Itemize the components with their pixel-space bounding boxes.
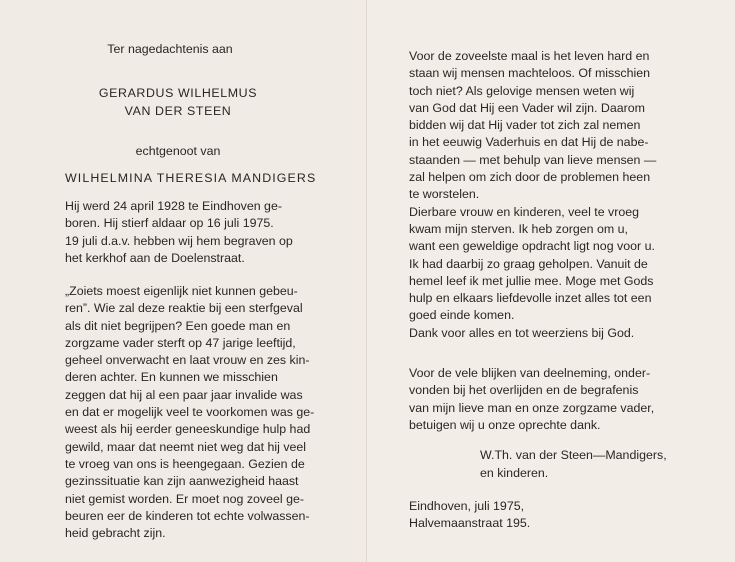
text-line: boren. Hij stierf aldaar op 16 juli 1975.	[65, 216, 274, 231]
left-panel	[0, 0, 367, 562]
text-line: zeggen dat hij al een paar jaar invalide was	[65, 387, 303, 402]
spouse-name: WILHELMINA THERESIA MANDIGERS	[65, 171, 317, 185]
text-line: als dit niet begrijpen? Een goede man en	[65, 318, 291, 333]
thanks-paragraph	[409, 365, 654, 434]
text-line: van mijn lieve man en onze zorgzame vader,	[409, 400, 655, 415]
text-line: deren achter. En kunnen we misschien	[65, 370, 278, 385]
deceased-name-line1: GERARDUS WILHELMUS	[98, 86, 258, 100]
text-line: weest als hij eerder geneeskundige hulp had	[65, 422, 311, 437]
text-line: Ik had daarbij zo graag geholpen. Vanuit de	[409, 256, 648, 271]
address: Halvemaanstraat 195.	[409, 516, 531, 530]
text-line: in het eeuwig Vaderhuis en dat Hij de nabe-	[409, 135, 649, 150]
text-line: van God dat Hij een Vader wil zijn. Daarom	[409, 100, 645, 115]
text-line: Dank voor alles en tot weerziens bij God.	[409, 325, 635, 340]
text-line: zorgzame vader sterft op 47 jarige leeftijd,	[65, 335, 296, 350]
intro-text: Ter nagedachtenis aan	[107, 42, 233, 56]
text-line: toch niet? Als gelovige mensen weten wij	[409, 83, 635, 98]
text-line: Hij werd 24 april 1928 te Eindhoven ge-	[65, 199, 282, 213]
text-line: het kerkhof aan de Doelenstraat.	[65, 250, 245, 265]
text-line: zal helpen om zich door de problemen heen	[409, 170, 651, 185]
reflection-paragraph	[65, 283, 314, 542]
text-line: niet gemist worden. Er moet nog zoveel ge-	[65, 491, 304, 506]
text-line: gewild, maar dat neemt niet weg dat hij veel	[65, 439, 307, 454]
signature-family: en kinderen.	[480, 466, 549, 480]
text-line: staanden — met behulp van lieve mensen —	[409, 152, 657, 167]
text-line: kwam mijn sterven. Ik heb zorgen om u,	[409, 221, 628, 236]
text-line: heid gebracht zijn.	[65, 526, 166, 541]
text-line: ren”. Wie zal deze reaktie bij een sterfgeval	[65, 301, 303, 316]
text-line: staan wij mensen machteloos. Of misschien	[409, 66, 651, 81]
text-line: betuigen wij u onze oprechte dank.	[409, 417, 601, 432]
text-line: „Zoiets moest eigenlijk niet kunnen gebeu-	[65, 284, 298, 298]
prayer-paragraph	[409, 48, 656, 342]
text-line: te vroeg van ons is heengegaan. Gezien de	[65, 456, 305, 471]
text-line: 19 juli d.a.v. hebben wij hem begraven op	[65, 233, 293, 248]
text-line: hemel leef ik met jullie mee. Moge met Gods	[409, 273, 654, 288]
text-line: Voor de zoveelste maal is het leven hard en	[409, 49, 650, 63]
deceased-name-line2: VAN DER STEEN	[124, 104, 232, 118]
text-line: vonden bij het overlijden en de begrafenis	[409, 383, 639, 398]
place-date: Eindhoven, juli 1975,	[409, 499, 525, 513]
right-panel	[367, 0, 735, 562]
spouse-intro-text: echtgenoot van	[135, 144, 221, 158]
text-line: gezinssituatie kan zijn aanwezigheid haast	[65, 474, 299, 489]
text-line: en dat er mogelijk veel te voorkomen was ge-	[65, 405, 315, 420]
text-line: Voor de vele blijken van deelneming, onder-	[409, 366, 651, 380]
text-line: te worstelen.	[409, 187, 480, 202]
text-line: Dierbare vrouw en kinderen, veel te vroeg	[409, 204, 640, 219]
text-line: hulp en elkaars liefdevolle inzet alles tot een	[409, 291, 652, 306]
text-line: goed einde komen.	[409, 308, 515, 323]
biography-paragraph	[65, 198, 293, 267]
text-line: geheel onverwacht en laat vrouw en zes kin-	[65, 353, 310, 368]
text-line: beuren eer de kinderen tot echte volwassen-	[65, 508, 310, 523]
signature-name: W.Th. van der Steen—Mandigers,	[480, 448, 667, 462]
text-line: want een geweldige opdracht ligt nog voor u.	[409, 239, 655, 254]
text-line: bidden wij dat Hij vader tot zich zal nemen	[409, 118, 641, 133]
